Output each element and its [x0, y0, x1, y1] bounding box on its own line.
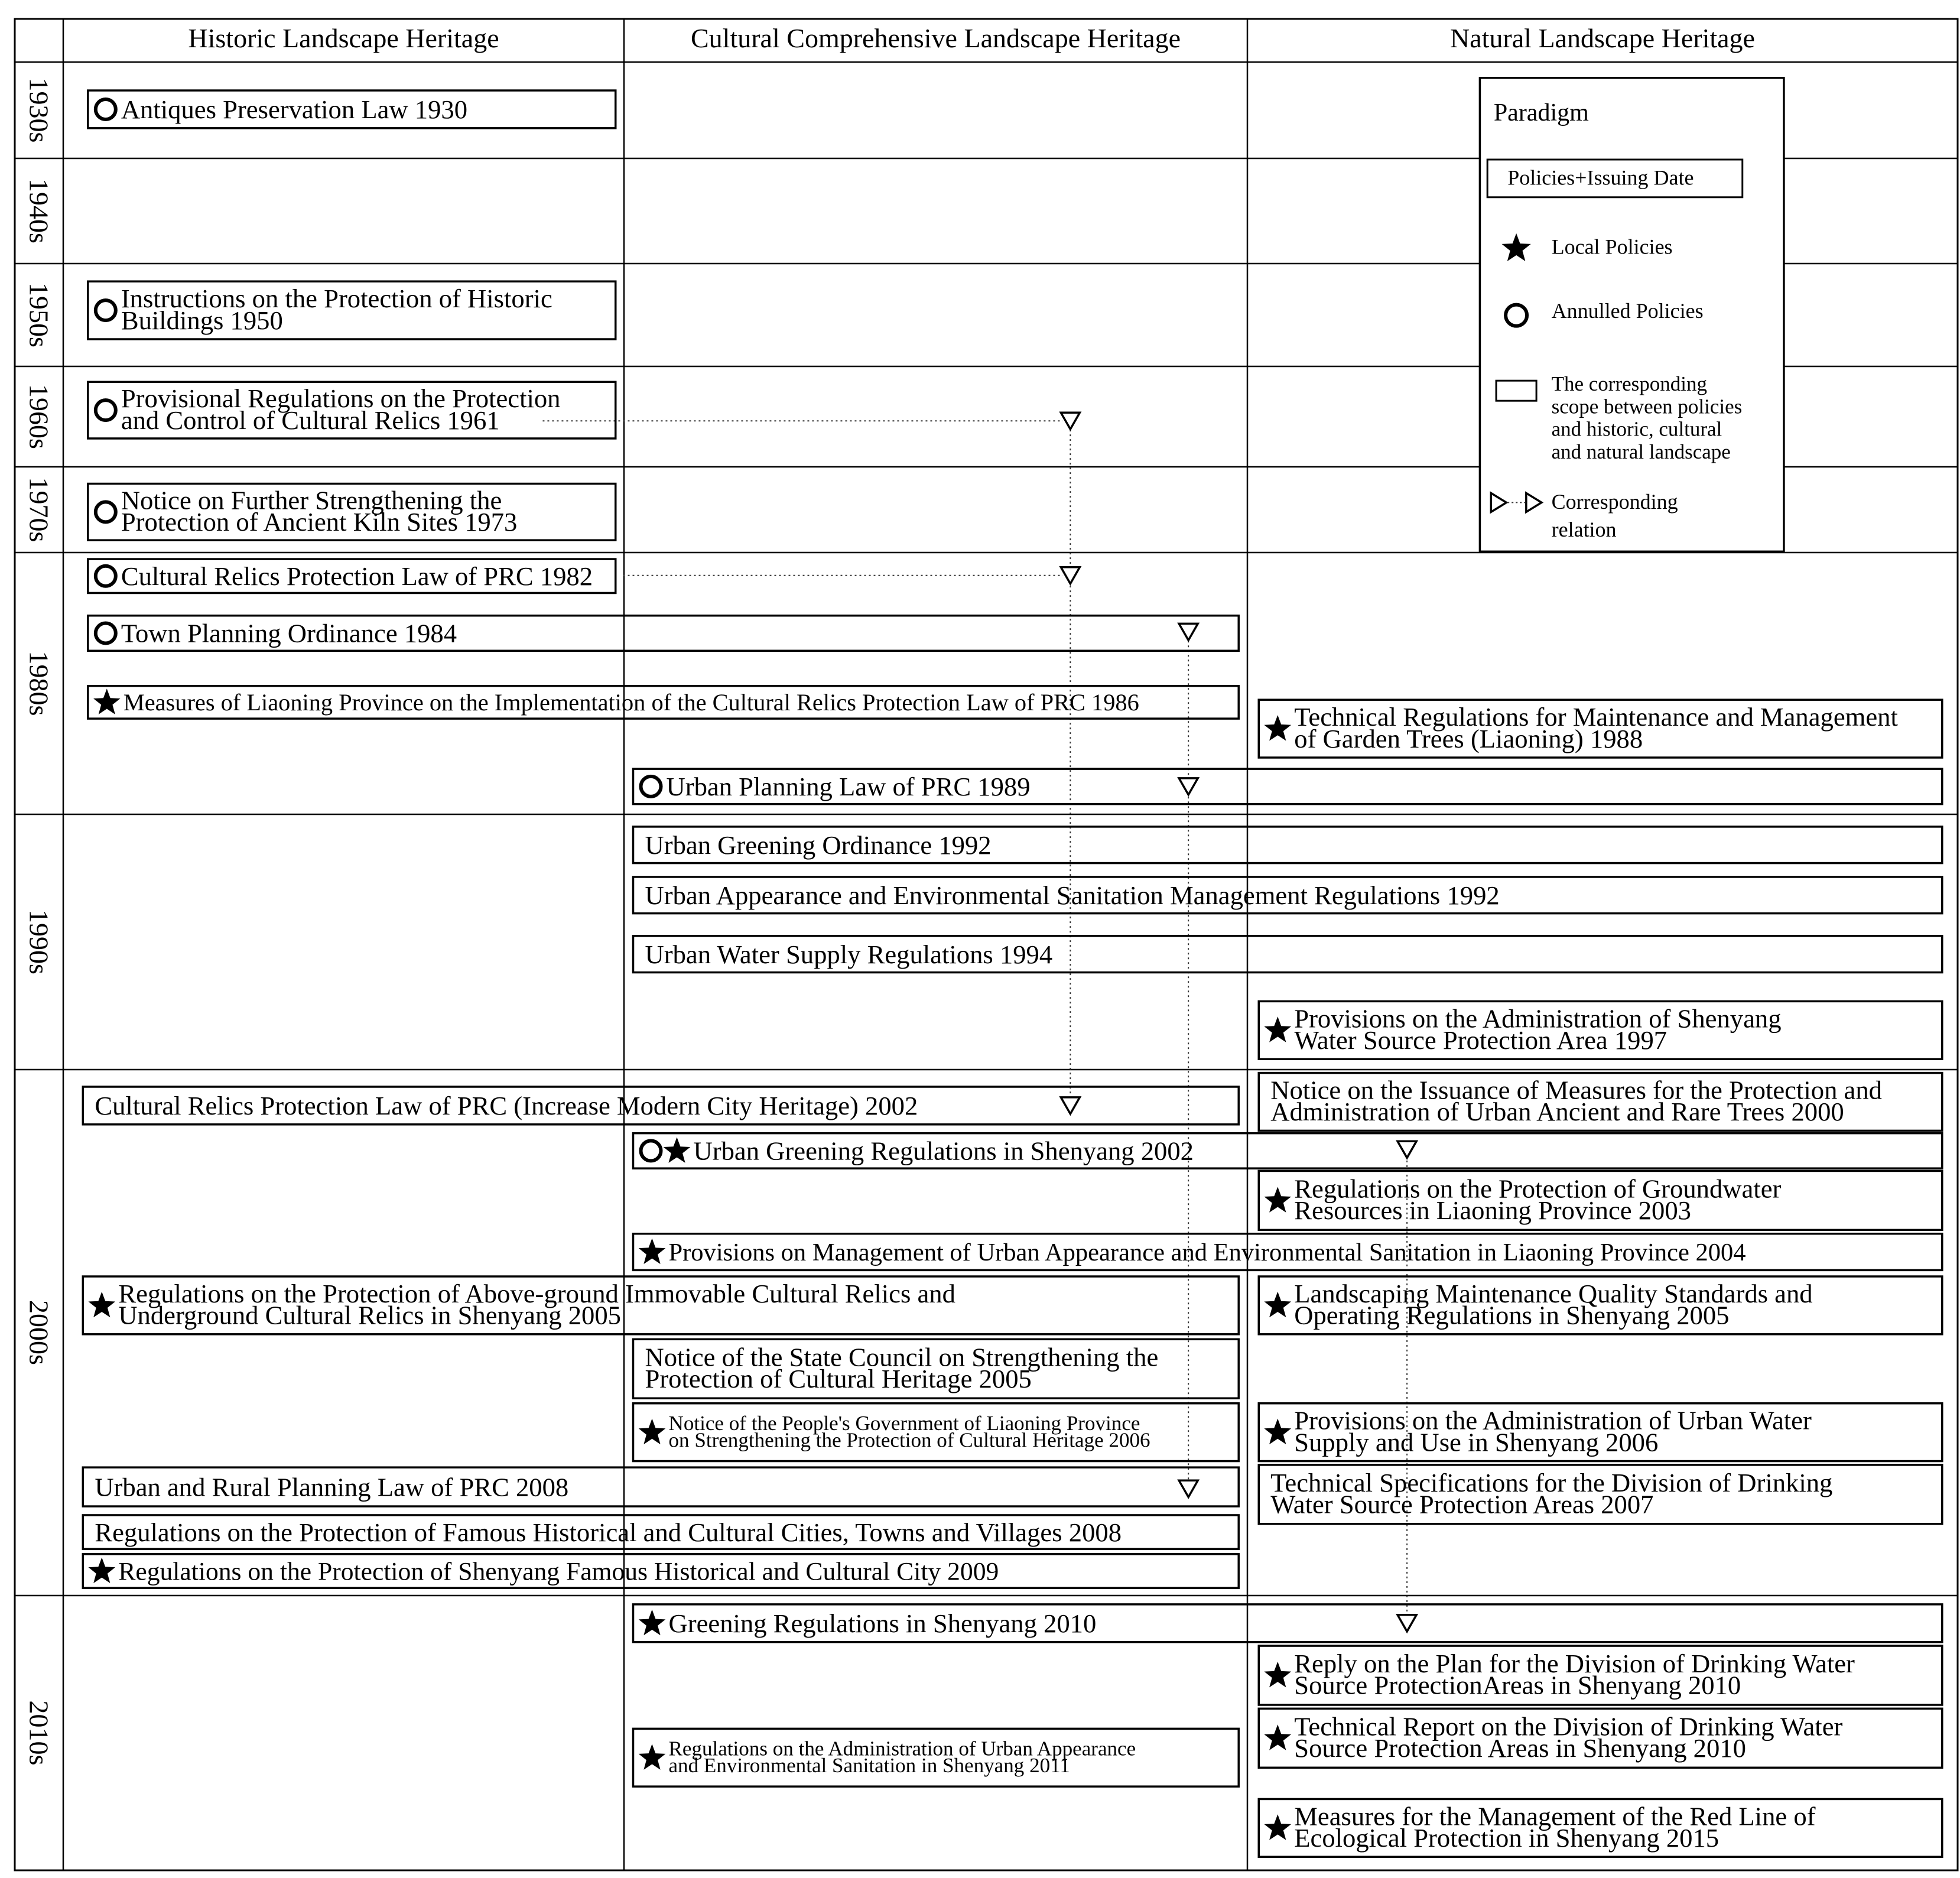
policy-text: Urban Water Supply Regulations 1994: [645, 939, 1053, 969]
column-headers: [188, 23, 1755, 53]
decade-label: 1970s: [24, 477, 54, 542]
local-star-icon: [639, 1419, 666, 1445]
relation-triangle-icon: [1397, 1615, 1416, 1632]
policy-text: Provisions on Management of Urban Appearance and Environmental Sanitation in Liaoning Province 2004: [668, 1239, 1746, 1267]
legend: [1480, 78, 1783, 552]
annulled-circle-icon: [96, 502, 116, 522]
policy-text: Resources in Liaoning Province 2003: [1294, 1195, 1691, 1226]
legend-relation-label: relation: [1551, 517, 1617, 541]
policy-box: [633, 877, 1942, 914]
decade-label: 1930s: [24, 77, 54, 143]
policy-box: [83, 1515, 1239, 1549]
policy-text: Urban Planning Law of PRC 1989: [666, 772, 1031, 802]
policy-text: Regulations on the Protection of Above-ground Immovable Cultural Relics and: [118, 1279, 955, 1309]
column-header: Natural Landscape Heritage: [1450, 23, 1755, 53]
annulled-circle-icon: [96, 400, 116, 420]
policy-text: Operating Regulations in Shenyang 2005: [1294, 1300, 1730, 1330]
column-header: Historic Landscape Heritage: [188, 23, 499, 53]
annulled-circle-icon: [641, 776, 661, 797]
policy-text: Instructions on the Protection of Historic: [121, 284, 552, 314]
policy-box: [88, 90, 616, 128]
policy-text: Urban and Rural Planning Law of PRC 2008: [95, 1472, 569, 1502]
policy-box: [633, 769, 1942, 804]
policy-text: Town Planning Ordinance 1984: [121, 618, 457, 648]
annulled-circle-icon: [96, 300, 116, 320]
policy-box: [88, 281, 616, 339]
legend-scope-label: and natural landscape: [1551, 440, 1731, 463]
local-star-icon: [1264, 715, 1291, 740]
policy-text: Regulations on the Protection of Shenyang Famous Historical and Cultural City 2009: [118, 1557, 999, 1586]
relation-triangle-icon: [1061, 412, 1080, 429]
policy-box: [1259, 1799, 1942, 1857]
policy-text: Regulations on the Protection of Groundwater: [1294, 1174, 1782, 1204]
legend-scope-label: scope between policies: [1551, 395, 1743, 418]
decade-label: 1940s: [24, 178, 54, 243]
decade-label: 1950s: [24, 282, 54, 347]
relation-triangle-icon: [1179, 623, 1198, 640]
local-star-icon: [639, 1610, 666, 1635]
annulled-circle-icon: [96, 623, 116, 644]
policy-text: Technical Report on the Division of Drinking Water: [1294, 1711, 1843, 1741]
policy-text: Water Source Protection Areas 2007: [1270, 1489, 1654, 1519]
decade-label: 1990s: [24, 909, 54, 974]
policy-box: [633, 1604, 1942, 1642]
policy-text: and Control of Cultural Relics 1961: [121, 405, 500, 435]
legend-policy-label: Policies+Issuing Date: [1507, 165, 1694, 190]
policy-box: [1259, 1465, 1942, 1524]
policy-box: [1259, 700, 1942, 758]
policy-text: Buildings 1950: [121, 305, 283, 335]
policy-text: Protection of Cultural Heritage 2005: [645, 1363, 1032, 1393]
policy-box: [88, 484, 616, 541]
policy-text: Supply and Use in Shenyang 2006: [1294, 1427, 1659, 1457]
policy-text: Regulations on the Administration of Urban Appearance: [668, 1737, 1136, 1760]
column-header: Cultural Comprehensive Landscape Heritage: [691, 23, 1181, 53]
policy-box: [633, 827, 1942, 863]
policy-text: of Garden Trees (Liaoning) 1988: [1294, 723, 1643, 753]
policy-box: [633, 1234, 1942, 1271]
policy-text: Cultural Relics Protection Law of PRC (Increase Modern City Heritage) 2002: [95, 1091, 918, 1121]
policy-box: [83, 1554, 1239, 1588]
policy-text: on Strengthening the Protection of Cultural Heritage 2006: [668, 1428, 1150, 1452]
legend-local-label: Local Policies: [1551, 235, 1673, 259]
policy-box: [88, 616, 1239, 651]
local-star-icon: [1264, 1016, 1291, 1042]
policy-box: [633, 1133, 1942, 1169]
decade-labels: [24, 78, 54, 1766]
relation-triangle-icon: [1397, 1141, 1416, 1158]
local-star-icon: [1264, 1724, 1291, 1750]
annulled-circle-icon: [96, 566, 116, 586]
annulled-circle-icon: [641, 1141, 661, 1161]
policy-text: Landscaping Maintenance Quality Standards and: [1294, 1279, 1813, 1309]
policy-text: Notice on the Issuance of Measures for the Protection and: [1270, 1075, 1882, 1105]
policy-box: [88, 559, 616, 593]
local-star-icon: [1264, 1419, 1291, 1445]
legend-relation-label: Corresponding: [1551, 490, 1678, 514]
policy-text: Underground Cultural Relics in Shenyang 2005: [118, 1300, 621, 1330]
policy-text: Reply on the Plan for the Division of Drinking Water: [1294, 1649, 1855, 1679]
policy-text: Provisional Regulations on the Protection: [121, 384, 561, 414]
policy-box: [1259, 1073, 1942, 1131]
policy-box: [633, 936, 1942, 973]
local-star-icon: [1264, 1187, 1291, 1212]
policy-box: [633, 1339, 1239, 1398]
policy-text: Notice on Further Strengthening the: [121, 485, 502, 515]
policy-text: Urban Greening Regulations in Shenyang 2002: [693, 1136, 1194, 1166]
policy-box: [88, 686, 1239, 719]
policy-text: Water Source Protection Area 1997: [1294, 1025, 1668, 1055]
legend-scope-label: The corresponding: [1551, 372, 1708, 396]
policy-box: [633, 1728, 1239, 1786]
policy-box: [1259, 1276, 1942, 1334]
policy-box: [1259, 1171, 1942, 1230]
policy-box: [83, 1276, 1239, 1334]
policy-box: [1259, 1403, 1942, 1461]
local-star-icon: [664, 1137, 691, 1162]
local-star-icon: [1264, 1814, 1291, 1840]
policy-box: [83, 1467, 1239, 1506]
policy-box: [1259, 1646, 1942, 1705]
decade-label: 1960s: [24, 384, 54, 449]
policy-text: Cultural Relics Protection Law of PRC 1982: [121, 561, 593, 591]
local-star-icon: [639, 1744, 666, 1769]
policy-box: [88, 382, 616, 438]
policy-text: Regulations on the Protection of Famous Historical and Cultural Cities, Towns and Villages 2008: [95, 1517, 1122, 1547]
local-star-icon: [1264, 1662, 1291, 1687]
relation-triangle-icon: [1179, 1480, 1198, 1497]
policy-text: Urban Greening Ordinance 1992: [645, 830, 992, 860]
decade-label: 2010s: [24, 1700, 54, 1766]
policy-text: Administration of Urban Ancient and Rare Trees 2000: [1270, 1097, 1844, 1127]
relation-triangle-icon: [1061, 1097, 1080, 1114]
decade-label: 2000s: [24, 1300, 54, 1365]
policy-text: Provisions on the Administration of Urban Water: [1294, 1405, 1812, 1435]
legend-title: Paradigm: [1493, 99, 1589, 127]
policy-text: Protection of Ancient Kiln Sites 1973: [121, 507, 518, 537]
local-star-icon: [89, 1558, 116, 1583]
local-star-icon: [1264, 1292, 1291, 1317]
policy-text: Urban Appearance and Environmental Sanitation Management Regulations 1992: [645, 880, 1500, 910]
legend-scope-label: and historic, cultural: [1551, 417, 1722, 441]
local-star-icon: [93, 688, 121, 714]
policy-text: Antiques Preservation Law 1930: [121, 95, 468, 125]
policy-box: [1259, 1001, 1942, 1059]
relation-triangle-icon: [1061, 567, 1080, 584]
legend-annulled-label: Annulled Policies: [1551, 298, 1704, 323]
policy-text: Greening Regulations in Shenyang 2010: [668, 1608, 1097, 1638]
policy-text: Ecological Protection in Shenyang 2015: [1294, 1823, 1720, 1853]
policy-text: Technical Regulations for Maintenance and Management: [1294, 702, 1898, 732]
policy-text: Source Protection Areas in Shenyang 2010: [1294, 1733, 1746, 1763]
policy-text: Measures for the Management of the Red Line of: [1294, 1801, 1816, 1831]
policy-text: Measures of Liaoning Province on the Implementation of the Cultural Relics Protection Law of PRC 1986: [123, 689, 1139, 716]
policy-box: [633, 1403, 1239, 1461]
local-star-icon: [639, 1239, 666, 1264]
local-star-icon: [89, 1292, 116, 1317]
policy-text: Source ProtectionAreas in Shenyang 2010: [1294, 1670, 1741, 1700]
policy-text: Provisions on the Administration of Shenyang: [1294, 1003, 1782, 1034]
policy-text: Notice of the People's Government of Liaoning Province: [668, 1411, 1140, 1435]
policy-text: Notice of the State Council on Strengthening the: [645, 1342, 1159, 1372]
annulled-circle-icon: [96, 99, 116, 119]
policy-text: Technical Specifications for the Division of Drinking: [1270, 1467, 1833, 1497]
policy-box: [1259, 1708, 1942, 1767]
relation-triangle-icon: [1179, 778, 1198, 795]
policy-text: and Environmental Sanitation in Shenyang 2011: [668, 1754, 1070, 1778]
decade-label: 1980s: [24, 651, 54, 716]
